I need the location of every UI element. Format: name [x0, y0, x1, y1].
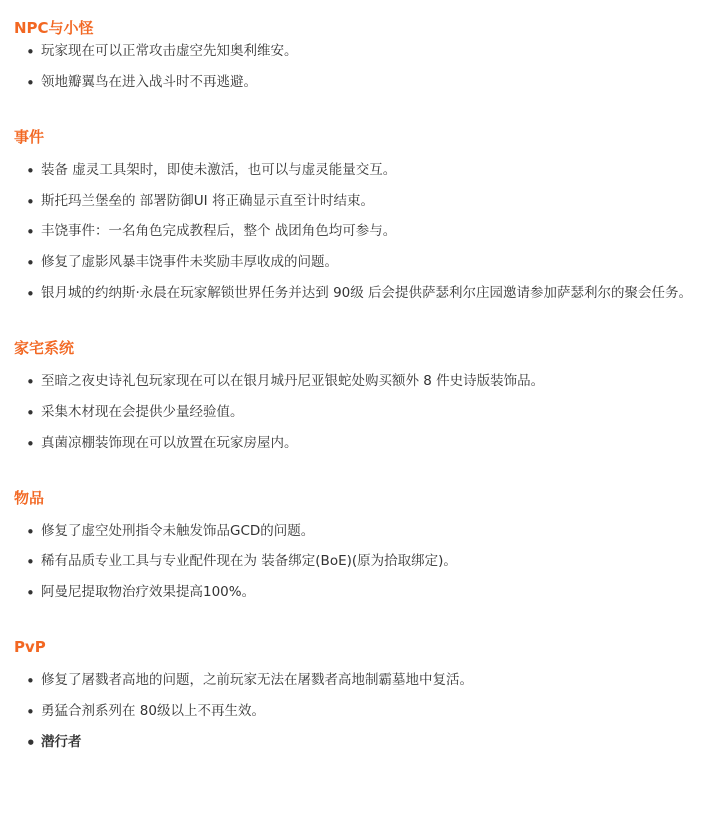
list-item: • 修复了虚空处刑指令未触发饰品GCD的问题。 [14, 521, 708, 543]
section-bullet-list [14, 670, 708, 754]
list-item: • 采集木材现在会提供少量经验值。 [14, 402, 708, 424]
list-item: • 玩家现在可以正常攻击虚空先知奥利维安。 [14, 41, 708, 63]
section-bullet-list [14, 371, 708, 455]
section-items [14, 478, 708, 605]
section-heading: 事件 [14, 127, 45, 146]
section-heading: 物品 [14, 488, 45, 507]
list-item: • 领地瓣翼鸟在进入战斗时不再逃避。 [14, 72, 708, 94]
list-item: • 装备 虚灵工具架时，即使未激活，也可以与虚灵能量交互。 [14, 160, 708, 182]
heading-spacer [14, 660, 708, 670]
section-npc-monsters [14, 8, 708, 94]
section-housing [14, 328, 708, 455]
list-item: • 丰饶事件：一名角色完成教程后，整个 战团角色均可参与。 [14, 221, 708, 243]
list-item: • 银月城的约纳斯·永晨在玩家解锁世界任务并达到 90级 后会提供萨瑟利尔庄园邀请参加萨瑟利尔的聚会任务。 [14, 283, 708, 305]
list-item: • 潜行者 [14, 732, 708, 754]
list-item: • 至暗之夜史诗礼包玩家现在可以在银月城丹尼亚银蛇处购买额外 8 件史诗版装饰品。 [14, 371, 708, 393]
section-spacer [14, 314, 708, 328]
section-spacer [14, 103, 708, 117]
list-item: • 勇猛合剂系列在 80级以上不再生效。 [14, 701, 708, 723]
section-heading: 家宅系统 [14, 339, 75, 358]
section-heading: PvP [14, 638, 46, 657]
section-spacer [14, 464, 708, 478]
heading-spacer [14, 150, 708, 160]
section-bullet-list [14, 41, 708, 94]
list-item: • 斯托玛兰堡垒的 部署防御UI 将正确显示直至计时结束。 [14, 191, 708, 213]
heading-spacer [14, 511, 708, 521]
list-item: • 真菌凉棚装饰现在可以放置在玩家房屋内。 [14, 433, 708, 455]
section-pvp [14, 627, 708, 754]
section-heading: NPC与小怪 [14, 19, 94, 37]
list-item: • 修复了虚影风暴丰饶事件未奖励丰厚收成的问题。 [14, 252, 708, 274]
section-spacer [14, 613, 708, 627]
list-item: • 阿曼尼提取物治疗效果提高100%。 [14, 582, 708, 604]
heading-spacer [14, 361, 708, 371]
list-item: • 修复了屠戮者高地的问题，之前玩家无法在屠戮者高地制霸墓地中复活。 [14, 670, 708, 692]
section-events [14, 117, 708, 305]
section-bullet-list [14, 521, 708, 605]
section-bullet-list [14, 160, 708, 305]
list-item: • 稀有品质专业工具与专业配件现在为 装备绑定(BoE)(原为拾取绑定)。 [14, 551, 708, 573]
